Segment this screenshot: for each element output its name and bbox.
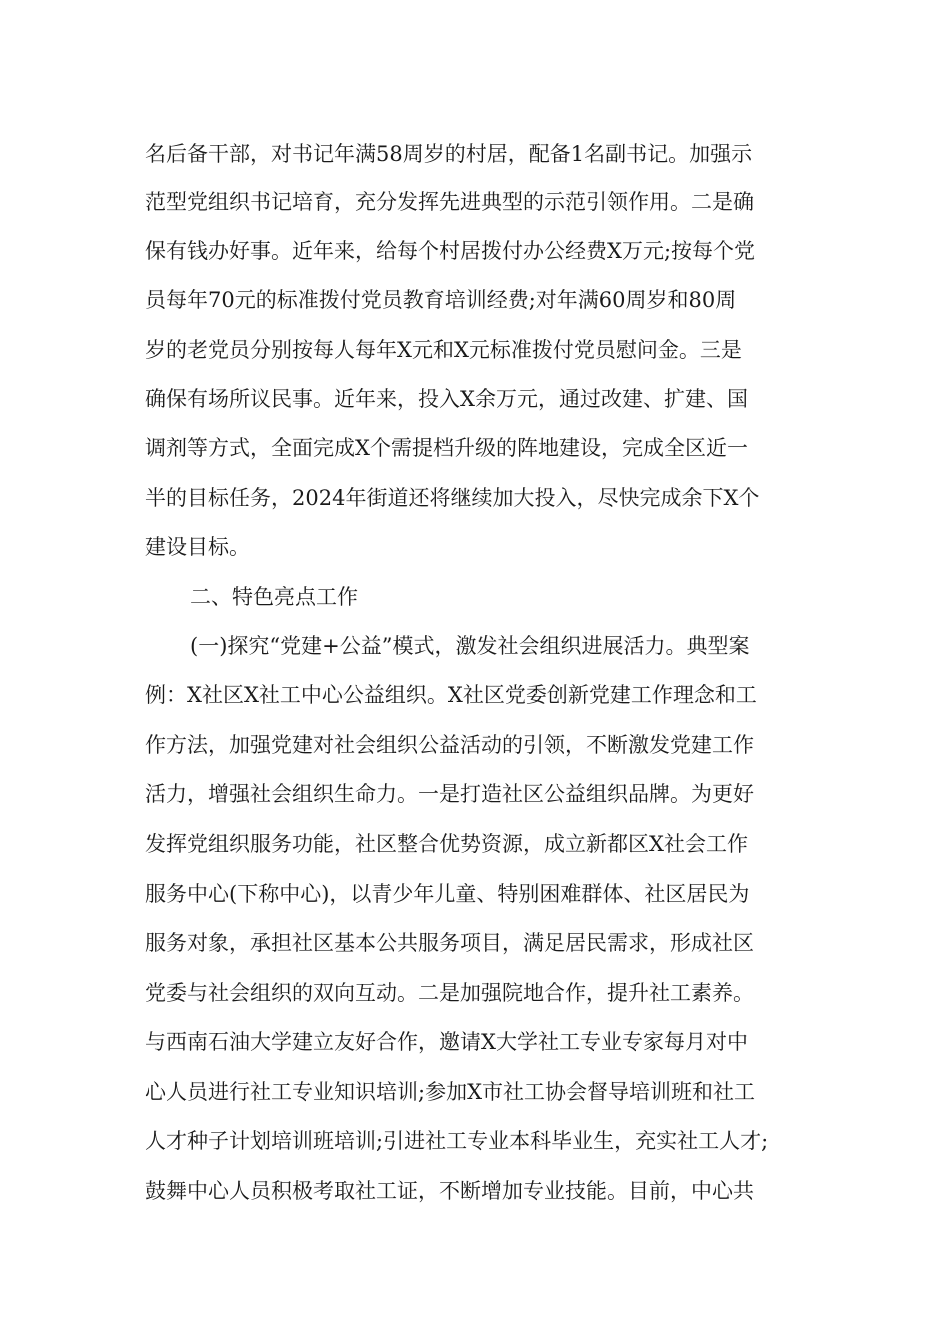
body-text-line: 确保有场所议民事。近年来，投入X余万元，通过改建、扩建、国 bbox=[145, 387, 748, 411]
body-text-line: 服务中心(下称中心)，以青少年儿童、特别困难群体、社区居民为 bbox=[145, 882, 750, 906]
body-text-line: 与西南石油大学建立友好合作，邀请X大学社工专业专家每月对中 bbox=[145, 1030, 748, 1054]
body-text-line: 例：X社区X社工中心公益组织。X社区党委创新党建工作理念和工 bbox=[145, 683, 757, 707]
paragraph-first-line: (一)探究“党建+公益”模式，激发社会组织进展活力。典型案 bbox=[190, 634, 750, 658]
body-text-line: 党委与社会组织的双向互动。二是加强院地合作，提升社工素养。 bbox=[145, 981, 754, 1005]
body-text-line: 发挥党组织服务功能，社区整合优势资源，成立新都区X社会工作 bbox=[145, 832, 748, 856]
body-text-line: 服务对象，承担社区基本公共服务项目，满足居民需求，形成社区 bbox=[145, 931, 754, 955]
body-text-line: 名后备干部，对书记年满58周岁的村居，配备1名副书记。加强示 bbox=[145, 142, 753, 166]
body-text-line: 活力，增强社会组织生命力。一是打造社区公益组织品牌。为更好 bbox=[145, 782, 754, 806]
body-text-line: 员每年70元的标准拨付党员教育培训经费;对年满60周岁和80周 bbox=[145, 288, 737, 312]
section-heading: 二、特色亮点工作 bbox=[190, 585, 358, 609]
body-text-line: 作方法，加强党建对社会组织公益活动的引领，不断激发党建工作 bbox=[145, 733, 754, 757]
body-text-line: 人才种子计划培训班培训;引进社工专业本科毕业生，充实社工人才; bbox=[145, 1129, 769, 1153]
body-text-line: 心人员进行社工专业知识培训;参加X市社工协会督导培训班和社工 bbox=[145, 1080, 756, 1104]
body-text-line: 半的目标任务，2024年街道还将继续加大投入，尽快完成余下X个 bbox=[145, 486, 760, 510]
body-text-line: 范型党组织书记培育，充分发挥先进典型的示范引领作用。二是确 bbox=[145, 190, 754, 214]
body-text-line: 建设目标。 bbox=[145, 535, 250, 559]
body-text-line: 保有钱办好事。近年来，给每个村居拨付办公经费X万元;按每个党 bbox=[145, 239, 756, 263]
body-text-line: 鼓舞中心人员积极考取社工证，不断增加专业技能。目前，中心共 bbox=[145, 1179, 754, 1203]
body-text-line: 调剂等方式，全面完成X个需提档升级的阵地建设，完成全区近一 bbox=[145, 436, 748, 460]
body-text-line: 岁的老党员分别按每人每年X元和X元标准拨付党员慰问金。三是 bbox=[145, 338, 742, 362]
